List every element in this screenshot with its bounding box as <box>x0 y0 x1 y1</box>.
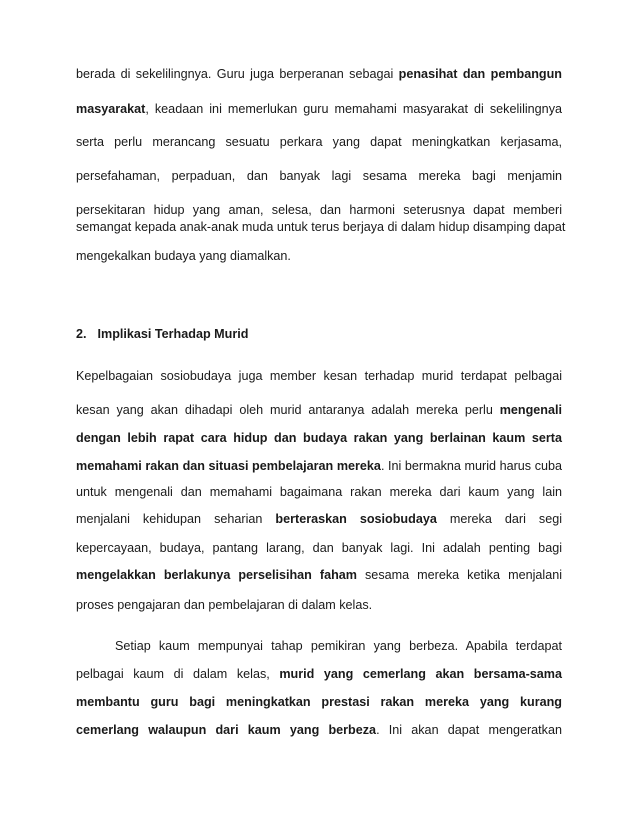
bold-text: murid yang cemerlang akan bersama-sama <box>279 667 562 681</box>
text-run: kepercayaan, budaya, pantang larang, dan banyak lagi. Ini adalah penting bagi <box>76 541 562 555</box>
section-heading <box>76 326 248 342</box>
text-line <box>76 248 562 264</box>
bold-text: mengenali <box>499 403 562 417</box>
text-line <box>76 101 562 117</box>
bold-text: masyarakat <box>76 102 146 116</box>
text-line <box>76 368 562 384</box>
text-run: semangat kepada anak-anak muda untuk terus berjaya di dalam hidup disamping dapat <box>76 220 566 234</box>
bold-text: mengelakkan berlakunya perselisihan faham <box>76 568 357 582</box>
text-run: persefahaman, perpaduan, dan banyak lagi sesama mereka bagi menjamin <box>76 169 562 183</box>
text-line <box>76 66 562 82</box>
text-run: pelbagai kaum di dalam kelas, <box>76 667 280 681</box>
text-line <box>76 666 562 682</box>
text-run: berada di sekelilingnya. Guru juga berperanan sebagai <box>76 67 399 81</box>
section-number: 2. <box>76 327 87 341</box>
text-run: mereka dari segi <box>436 512 563 526</box>
bold-text: penasihat dan pembangun <box>398 67 562 81</box>
bold-text: dengan lebih rapat cara hidup dan budaya rakan yang berlainan kaum serta <box>76 431 562 445</box>
text-run: kesan yang akan dihadapi oleh murid antaranya adalah mereka perlu <box>76 403 500 417</box>
text-line <box>76 511 562 527</box>
text-run: . Ini akan dapat mengeratkan <box>376 723 562 737</box>
bold-text: memahami rakan dan situasi pembelajaran mereka <box>76 459 381 473</box>
section-title: Implikasi Terhadap Murid <box>97 327 249 341</box>
text-line <box>76 134 562 150</box>
text-line <box>76 219 566 235</box>
text-line <box>115 638 562 654</box>
bold-text: membantu guru bagi meningkatkan prestasi rakan mereka yang kurang <box>76 695 562 709</box>
text-run: serta perlu merancang sesuatu perkara yang dapat meningkatkan kerjasama, <box>76 135 562 149</box>
text-run: sesama mereka ketika menjalani <box>356 568 562 582</box>
text-run: Setiap kaum mempunyai tahap pemikiran yang berbeza. Apabila terdapat <box>115 639 562 653</box>
text-line <box>76 484 562 500</box>
text-line <box>76 168 562 184</box>
text-line <box>76 567 562 583</box>
text-line <box>76 540 562 556</box>
text-run: persekitaran hidup yang aman, selesa, dan harmoni seterusnya dapat memberi <box>76 203 562 217</box>
bold-text: berteraskan sosiobudaya <box>275 512 437 526</box>
text-run: proses pengajaran dan pembelajaran di dalam kelas. <box>76 598 373 612</box>
text-line <box>76 430 562 446</box>
text-line <box>76 402 562 418</box>
text-run: Kepelbagaian sosiobudaya juga member kesan terhadap murid terdapat pelbagai <box>76 369 562 383</box>
text-line <box>76 458 562 474</box>
text-line <box>76 694 562 710</box>
text-run: . Ini bermakna murid harus cuba <box>380 459 562 473</box>
text-run: menjalani kehidupan seharian <box>76 512 276 526</box>
text-run: untuk mengenali dan memahami bagaimana rakan mereka dari kaum yang lain <box>76 485 562 499</box>
text-run: mengekalkan budaya yang diamalkan. <box>76 249 291 263</box>
text-line <box>76 722 562 738</box>
text-run: , keadaan ini memerlukan guru memahami masyarakat di sekelilingnya <box>145 102 562 116</box>
bold-text: cemerlang walaupun dari kaum yang berbeza <box>76 723 377 737</box>
text-line <box>76 202 562 218</box>
text-line <box>76 597 562 613</box>
